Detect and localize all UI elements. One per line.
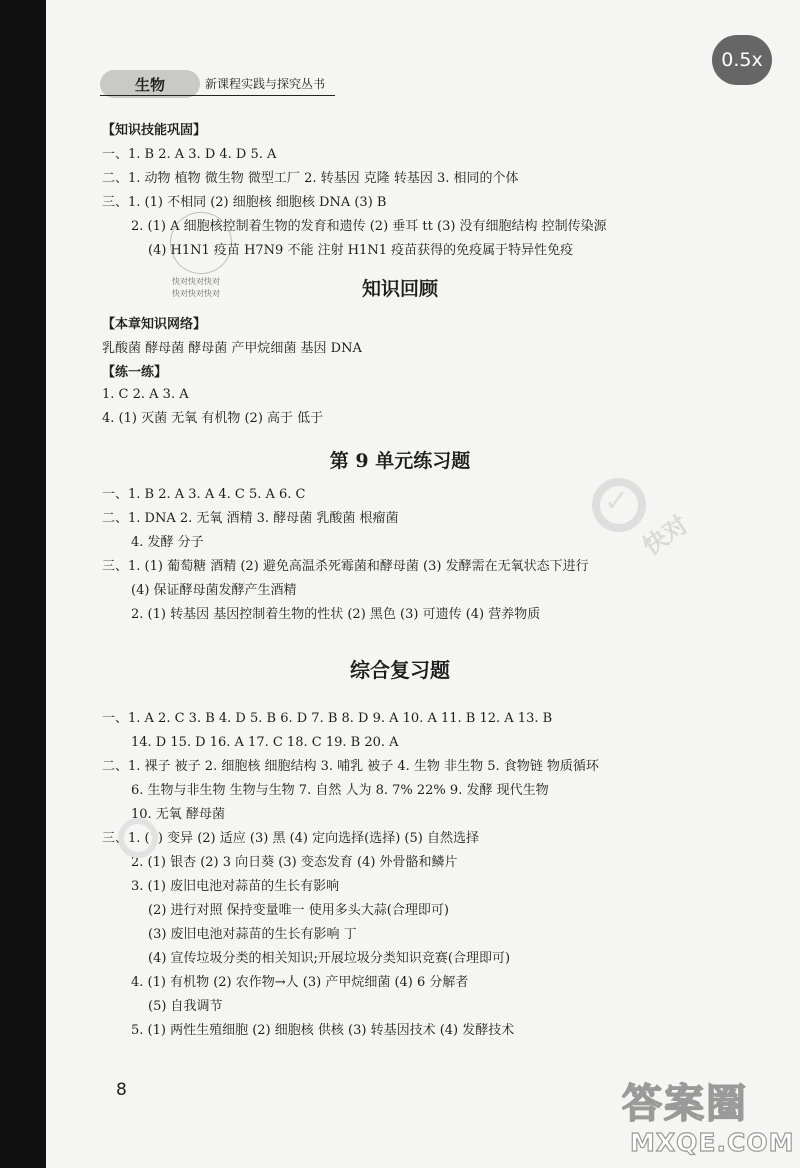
section-title-unit9: 第 9 单元练习题 (329, 450, 471, 472)
answer-line: 二、1. 裸子 被子 2. 细胞核 细胞结构 3. 哺乳 被子 4. 生物 非生物 5. 食物链 物质循环 (102, 759, 599, 774)
answer-line: (2) 进行对照 保持变量唯一 使用多头大蒜(合理即可) (148, 903, 449, 918)
answer-line: 三、1. (1) 变异 (2) 适应 (3) 黑 (4) 定向选择(选择) (5) 自然选择 (102, 831, 479, 846)
answer-line: (3) 废旧电池对蒜苗的生长有影响 丁 (148, 927, 357, 942)
answer-line: 二、1. 动物 植物 微生物 微型工厂 2. 转基因 克隆 转基因 3. 相同的个体 (102, 171, 519, 186)
page-number: 8 (116, 1080, 127, 1100)
section-title-comprehensive: 综合复习题 (350, 658, 450, 682)
answer-line: (4) 宣传垃圾分类的相关知识;开展垃圾分类知识竞赛(合理即可) (148, 951, 511, 966)
answer-line: 2. (1) A 细胞核控制着生物的发育和遗传 (2) 垂耳 tt (3) 没有细胞结构 控制传染源 (131, 219, 607, 234)
answer-line: 2. (1) 银杏 (2) 3 向日葵 (3) 变态发育 (4) 外骨骼和鳞片 (131, 855, 458, 870)
watermark-check-icon: ✓ (604, 484, 630, 519)
series-title: 新课程实践与探究丛书 (205, 77, 326, 91)
watermark-logo (118, 818, 158, 858)
page-header (100, 70, 340, 98)
section-title-review: 知识回顾 (361, 278, 438, 300)
section-tag-practice: 【练一练】 (102, 365, 168, 380)
answer-line: 二、1. DNA 2. 无氧 酒精 3. 酵母菌 乳酸菌 根瘤菌 (102, 511, 399, 526)
section-tag-chapter-network: 【本章知识网络】 (102, 317, 207, 332)
answer-line: 一、1. B 2. A 3. D 4. D 5. A (102, 147, 277, 162)
brand-logo: 答案圈 (622, 1081, 748, 1127)
stamp-text: 快对快对快对 (172, 277, 220, 286)
answer-line: 10. 无氧 酵母菌 (131, 807, 225, 822)
answer-line: 4. 发酵 分子 (131, 535, 204, 550)
answer-line: (5) 自我调节 (148, 999, 223, 1014)
answer-line: (4) H1N1 疫苗 H7N9 不能 注射 H1N1 疫苗获得的免疫属于特异性免疫 (148, 243, 574, 258)
section-tag-knowledge-skills: 【知识技能巩固】 (102, 123, 207, 138)
answer-line: 三、1. (1) 葡萄糖 酒精 (2) 避免高温杀死霉菌和酵母菌 (3) 发酵需在无氧状态下进行 (102, 559, 589, 574)
answer-line: 14. D 15. D 16. A 17. C 18. C 19. B 20. A (131, 735, 399, 750)
answer-line: 5. (1) 两性生殖细胞 (2) 细胞核 供核 (3) 转基因技术 (4) 发酵技术 (131, 1023, 515, 1038)
answer-line: 一、1. B 2. A 3. A 4. C 5. A 6. C (102, 487, 306, 502)
zoom-level-badge[interactable]: 0.5x (712, 35, 772, 85)
answer-line: 4. (1) 灭菌 无氧 有机物 (2) 高于 低于 (102, 411, 324, 426)
subject-label: 生物 (100, 70, 200, 98)
answer-line: 1. C 2. A 3. A (102, 387, 189, 402)
header-divider (100, 95, 335, 96)
answer-line: 6. 生物与非生物 生物与生物 7. 自然 人为 8. 7% 22% 9. 发酵 现代生物 (131, 783, 549, 798)
answer-line: 乳酸菌 酵母菌 酵母菌 产甲烷细菌 基因 DNA (102, 341, 362, 356)
left-binding-edge (0, 0, 46, 1168)
answer-line: 3. (1) 废旧电池对蒜苗的生长有影响 (131, 879, 340, 894)
answer-line: (4) 保证酵母菌发酵产生酒精 (131, 583, 297, 598)
brand-url: MXQE.COM (630, 1128, 795, 1157)
answer-line: 一、1. A 2. C 3. B 4. D 5. B 6. D 7. B 8. D 9. A 10. A 11. B 12. A 13. B (102, 711, 553, 726)
answer-line: 三、1. (1) 不相同 (2) 细胞核 细胞核 DNA (3) B (102, 195, 387, 210)
stamp-text: 快对快对快对 (172, 289, 220, 298)
watermark-text: 快对 (637, 510, 694, 561)
answer-line: 4. (1) 有机物 (2) 农作物→人 (3) 产甲烷细菌 (4) 6 分解者 (131, 975, 469, 990)
answer-line: 2. (1) 转基因 基因控制着生物的性状 (2) 黑色 (3) 可遗传 (4) 营养物质 (131, 607, 541, 622)
